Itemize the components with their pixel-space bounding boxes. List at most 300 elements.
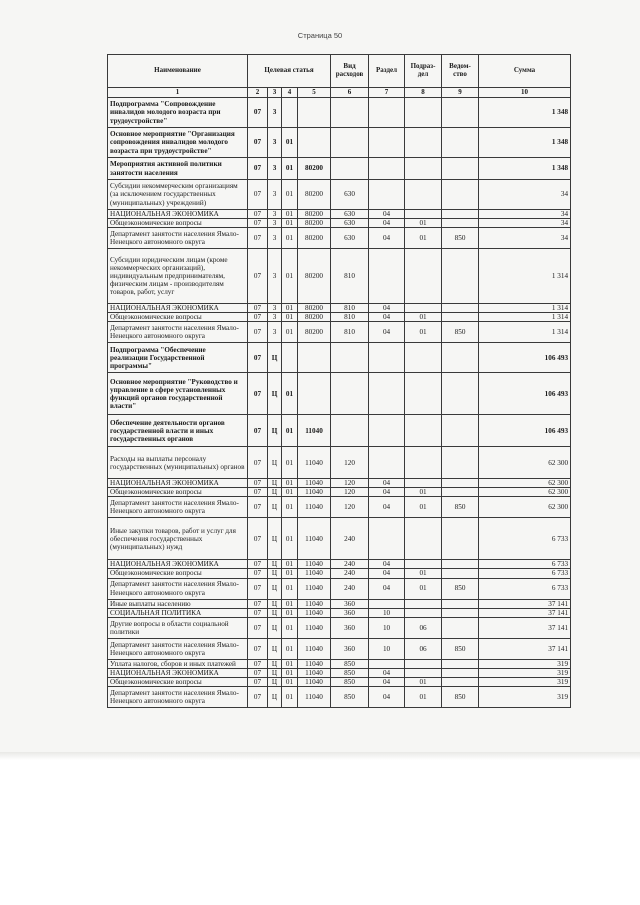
- cell-subsection: [405, 479, 442, 488]
- cell-subprogram: Ц: [268, 447, 282, 479]
- cell-direction: 80200: [298, 180, 331, 210]
- table-row: [108, 415, 571, 447]
- cell-subsection: 01: [405, 578, 442, 599]
- cell-subprogram: 3: [268, 304, 282, 313]
- cell-expense-type: 630: [331, 228, 369, 249]
- header-expense-type: Вид расходов: [331, 55, 369, 88]
- cell-subprogram: 3: [268, 219, 282, 228]
- table-row: [108, 228, 571, 249]
- cell-name: Уплата налогов, сборов и иных платежей: [108, 659, 248, 668]
- cell-program: 07: [248, 668, 268, 677]
- cell-expense-type: 360: [331, 608, 369, 617]
- cell-name: НАЦИОНАЛЬНАЯ ЭКОНОМИКА: [108, 304, 248, 313]
- cell-expense-type: [331, 128, 369, 158]
- cell-subsection: [405, 373, 442, 415]
- cell-subprogram: 3: [268, 98, 282, 128]
- cell-expense-type: 810: [331, 249, 369, 304]
- cell-department: [442, 158, 479, 180]
- cell-sum: 37 141: [479, 638, 571, 659]
- table-row: [108, 677, 571, 686]
- cell-measure: 01: [282, 677, 298, 686]
- table-row: [108, 343, 571, 373]
- cell-subprogram: Ц: [268, 373, 282, 415]
- cell-expense-type: 240: [331, 578, 369, 599]
- cell-department: [442, 128, 479, 158]
- cell-direction: 11040: [298, 488, 331, 497]
- cell-program: 07: [248, 415, 268, 447]
- cell-measure: 01: [282, 617, 298, 638]
- cell-program: 07: [248, 599, 268, 608]
- column-index: 9: [442, 88, 479, 98]
- cell-name: СОЦИАЛЬНАЯ ПОЛИТИКА: [108, 608, 248, 617]
- cell-direction: 11040: [298, 447, 331, 479]
- cell-subprogram: 3: [268, 128, 282, 158]
- column-index: 5: [298, 88, 331, 98]
- cell-department: 850: [442, 228, 479, 249]
- cell-direction: 80200: [298, 304, 331, 313]
- cell-section: [369, 415, 405, 447]
- column-index: 6: [331, 88, 369, 98]
- cell-measure: 01: [282, 128, 298, 158]
- cell-subprogram: 3: [268, 210, 282, 219]
- cell-section: [369, 659, 405, 668]
- cell-name: Основное мероприятие "Руководство и управление в сфере установленных функций органов государственной власти": [108, 373, 248, 415]
- cell-department: [442, 659, 479, 668]
- column-index: 2: [248, 88, 268, 98]
- cell-expense-type: 850: [331, 677, 369, 686]
- cell-sum: 106 493: [479, 343, 571, 373]
- cell-subprogram: Ц: [268, 617, 282, 638]
- cell-sum: 6 733: [479, 560, 571, 569]
- table-row: [108, 304, 571, 313]
- cell-direction: 80200: [298, 313, 331, 322]
- cell-section: [369, 373, 405, 415]
- cell-subsection: [405, 447, 442, 479]
- cell-subsection: [405, 659, 442, 668]
- cell-department: [442, 304, 479, 313]
- column-index: 3: [268, 88, 282, 98]
- cell-measure: 01: [282, 497, 298, 518]
- cell-department: [442, 608, 479, 617]
- cell-name: Обеспечение деятельности органов государственной власти и иных государственных органов: [108, 415, 248, 447]
- cell-direction: 11040: [298, 608, 331, 617]
- cell-sum: 62 300: [479, 497, 571, 518]
- cell-program: 07: [248, 219, 268, 228]
- cell-program: 07: [248, 343, 268, 373]
- cell-subprogram: Ц: [268, 569, 282, 578]
- cell-subprogram: 3: [268, 180, 282, 210]
- cell-expense-type: 360: [331, 617, 369, 638]
- header-name: Наименование: [108, 55, 248, 88]
- table-row: [108, 98, 571, 128]
- cell-section: 04: [369, 578, 405, 599]
- cell-name: Иные закупки товаров, работ и услуг для обеспечения государственных (муниципальных) нужд: [108, 518, 248, 560]
- cell-subprogram: Ц: [268, 599, 282, 608]
- cell-subsection: [405, 415, 442, 447]
- budget-table: [107, 54, 571, 708]
- cell-subsection: [405, 608, 442, 617]
- cell-measure: 01: [282, 686, 298, 707]
- cell-section: 04: [369, 677, 405, 686]
- cell-direction: 11040: [298, 560, 331, 569]
- page-edge: [0, 752, 640, 760]
- cell-expense-type: 240: [331, 560, 369, 569]
- cell-subsection: 01: [405, 686, 442, 707]
- cell-sum: 37 141: [479, 599, 571, 608]
- cell-subsection: 06: [405, 638, 442, 659]
- cell-department: [442, 180, 479, 210]
- cell-department: 850: [442, 686, 479, 707]
- cell-section: 04: [369, 228, 405, 249]
- cell-sum: 1 348: [479, 98, 571, 128]
- cell-measure: 01: [282, 313, 298, 322]
- cell-name: Общеэкономические вопросы: [108, 677, 248, 686]
- cell-name: Департамент занятости населения Ямало-Ненецкого автономного округа: [108, 322, 248, 343]
- cell-subsection: [405, 343, 442, 373]
- cell-name: НАЦИОНАЛЬНАЯ ЭКОНОМИКА: [108, 479, 248, 488]
- table-row: [108, 569, 571, 578]
- cell-program: 07: [248, 608, 268, 617]
- table-row: [108, 488, 571, 497]
- cell-name: Департамент занятости населения Ямало-Ненецкого автономного округа: [108, 497, 248, 518]
- cell-section: 10: [369, 608, 405, 617]
- cell-section: [369, 98, 405, 128]
- cell-department: [442, 373, 479, 415]
- cell-subsection: [405, 210, 442, 219]
- cell-subsection: [405, 98, 442, 128]
- cell-expense-type: 850: [331, 686, 369, 707]
- cell-program: 07: [248, 180, 268, 210]
- cell-department: [442, 249, 479, 304]
- cell-department: [442, 415, 479, 447]
- cell-direction: 11040: [298, 569, 331, 578]
- cell-subsection: [405, 518, 442, 560]
- cell-section: 04: [369, 322, 405, 343]
- cell-measure: 01: [282, 158, 298, 180]
- cell-section: [369, 249, 405, 304]
- cell-direction: 11040: [298, 677, 331, 686]
- cell-department: [442, 677, 479, 686]
- cell-expense-type: 240: [331, 569, 369, 578]
- cell-name: Мероприятия активной политики занятости населения: [108, 158, 248, 180]
- cell-subsection: 06: [405, 617, 442, 638]
- cell-subprogram: Ц: [268, 659, 282, 668]
- cell-section: [369, 518, 405, 560]
- cell-direction: 80200: [298, 219, 331, 228]
- cell-name: Субсидии юридическим лицам (кроме некоммерческих организаций), индивидуальным предпринимателям, физическим лицам - производителям товаров, работ, услуг: [108, 249, 248, 304]
- cell-subprogram: 3: [268, 249, 282, 304]
- cell-name: Другие вопросы в области социальной политики: [108, 617, 248, 638]
- cell-direction: 80200: [298, 249, 331, 304]
- cell-name: Иные выплаты населению: [108, 599, 248, 608]
- cell-subprogram: 3: [268, 228, 282, 249]
- cell-expense-type: [331, 343, 369, 373]
- cell-program: 07: [248, 617, 268, 638]
- cell-subsection: [405, 560, 442, 569]
- cell-name: НАЦИОНАЛЬНАЯ ЭКОНОМИКА: [108, 668, 248, 677]
- cell-subprogram: Ц: [268, 415, 282, 447]
- cell-department: 850: [442, 497, 479, 518]
- cell-measure: 01: [282, 180, 298, 210]
- header-subsection: Подраз-дел: [405, 55, 442, 88]
- cell-measure: 01: [282, 578, 298, 599]
- cell-program: 07: [248, 228, 268, 249]
- cell-sum: 62 300: [479, 488, 571, 497]
- cell-program: 07: [248, 373, 268, 415]
- cell-department: [442, 313, 479, 322]
- cell-measure: [282, 98, 298, 128]
- cell-sum: 6 733: [479, 518, 571, 560]
- table-row: [108, 447, 571, 479]
- cell-subprogram: 3: [268, 158, 282, 180]
- cell-program: 07: [248, 249, 268, 304]
- cell-subprogram: Ц: [268, 497, 282, 518]
- cell-measure: [282, 343, 298, 373]
- cell-direction: 11040: [298, 686, 331, 707]
- cell-program: 07: [248, 479, 268, 488]
- cell-section: 04: [369, 479, 405, 488]
- cell-measure: 01: [282, 415, 298, 447]
- cell-measure: 01: [282, 668, 298, 677]
- cell-expense-type: 630: [331, 180, 369, 210]
- table-row: [108, 560, 571, 569]
- cell-subprogram: Ц: [268, 686, 282, 707]
- cell-direction: [298, 343, 331, 373]
- cell-sum: 319: [479, 668, 571, 677]
- cell-expense-type: 120: [331, 497, 369, 518]
- cell-sum: 34: [479, 228, 571, 249]
- cell-expense-type: 810: [331, 304, 369, 313]
- cell-expense-type: 360: [331, 638, 369, 659]
- cell-department: [442, 668, 479, 677]
- cell-sum: 1 314: [479, 313, 571, 322]
- table-row: [108, 322, 571, 343]
- cell-direction: 11040: [298, 415, 331, 447]
- cell-measure: 01: [282, 447, 298, 479]
- table-row: [108, 659, 571, 668]
- cell-measure: 01: [282, 304, 298, 313]
- cell-subprogram: Ц: [268, 518, 282, 560]
- cell-subprogram: Ц: [268, 479, 282, 488]
- cell-section: 10: [369, 617, 405, 638]
- cell-direction: 11040: [298, 617, 331, 638]
- cell-direction: [298, 128, 331, 158]
- table-row: [108, 668, 571, 677]
- cell-direction: [298, 373, 331, 415]
- cell-program: 07: [248, 560, 268, 569]
- table-row: [108, 373, 571, 415]
- cell-name: Общеэкономические вопросы: [108, 313, 248, 322]
- table-row: [108, 638, 571, 659]
- cell-section: 04: [369, 686, 405, 707]
- cell-program: 07: [248, 447, 268, 479]
- cell-department: 850: [442, 578, 479, 599]
- table-row: [108, 686, 571, 707]
- cell-direction: 11040: [298, 599, 331, 608]
- cell-sum: 319: [479, 686, 571, 707]
- column-index: 1: [108, 88, 248, 98]
- cell-direction: 11040: [298, 659, 331, 668]
- cell-department: 850: [442, 322, 479, 343]
- cell-expense-type: 120: [331, 479, 369, 488]
- cell-subprogram: Ц: [268, 668, 282, 677]
- cell-section: 04: [369, 219, 405, 228]
- cell-program: 07: [248, 313, 268, 322]
- cell-expense-type: 240: [331, 518, 369, 560]
- cell-name: Подпрограмма "Сопровождение инвалидов молодого возраста при трудоустройстве": [108, 98, 248, 128]
- cell-subprogram: Ц: [268, 608, 282, 617]
- cell-name: Общеэкономические вопросы: [108, 219, 248, 228]
- column-index: 10: [479, 88, 571, 98]
- cell-sum: 34: [479, 210, 571, 219]
- cell-subprogram: 3: [268, 313, 282, 322]
- cell-subprogram: Ц: [268, 560, 282, 569]
- cell-name: НАЦИОНАЛЬНАЯ ЭКОНОМИКА: [108, 210, 248, 219]
- cell-sum: 6 733: [479, 578, 571, 599]
- cell-direction: [298, 98, 331, 128]
- cell-direction: 80200: [298, 322, 331, 343]
- cell-subsection: 01: [405, 488, 442, 497]
- cell-program: 07: [248, 518, 268, 560]
- cell-section: [369, 447, 405, 479]
- cell-sum: 6 733: [479, 569, 571, 578]
- cell-name: Департамент занятости населения Ямало-Ненецкого автономного округа: [108, 638, 248, 659]
- cell-sum: 1 314: [479, 304, 571, 313]
- cell-sum: 37 141: [479, 617, 571, 638]
- table-row: [108, 497, 571, 518]
- cell-name: Департамент занятости населения Ямало-Ненецкого автономного округа: [108, 228, 248, 249]
- cell-measure: 01: [282, 210, 298, 219]
- cell-name: Субсидии некоммерческим организациям (за исключением государственных (муниципальных) учреждений): [108, 180, 248, 210]
- cell-direction: 80200: [298, 158, 331, 180]
- table-row: [108, 608, 571, 617]
- cell-department: [442, 210, 479, 219]
- cell-name: Общеэкономические вопросы: [108, 488, 248, 497]
- table-row: [108, 210, 571, 219]
- cell-subsection: [405, 599, 442, 608]
- cell-department: 850: [442, 638, 479, 659]
- header-department: Ведом-ство: [442, 55, 479, 88]
- table-row: [108, 128, 571, 158]
- table-row: [108, 578, 571, 599]
- cell-section: 10: [369, 638, 405, 659]
- cell-expense-type: 810: [331, 313, 369, 322]
- cell-subsection: 01: [405, 219, 442, 228]
- cell-subsection: [405, 249, 442, 304]
- cell-section: [369, 128, 405, 158]
- cell-program: 07: [248, 659, 268, 668]
- cell-program: 07: [248, 578, 268, 599]
- cell-program: 07: [248, 98, 268, 128]
- cell-measure: 01: [282, 569, 298, 578]
- cell-sum: 1 314: [479, 249, 571, 304]
- cell-department: [442, 518, 479, 560]
- cell-measure: 01: [282, 659, 298, 668]
- column-index: 4: [282, 88, 298, 98]
- cell-section: 04: [369, 569, 405, 578]
- cell-expense-type: [331, 158, 369, 180]
- cell-subsection: [405, 158, 442, 180]
- cell-direction: 11040: [298, 479, 331, 488]
- table-row: [108, 158, 571, 180]
- column-index: 8: [405, 88, 442, 98]
- cell-program: 07: [248, 304, 268, 313]
- cell-subsection: 01: [405, 322, 442, 343]
- cell-expense-type: 630: [331, 210, 369, 219]
- cell-section: [369, 599, 405, 608]
- cell-expense-type: [331, 373, 369, 415]
- cell-measure: 01: [282, 518, 298, 560]
- cell-section: 04: [369, 313, 405, 322]
- cell-program: 07: [248, 677, 268, 686]
- cell-measure: 01: [282, 488, 298, 497]
- cell-subsection: 01: [405, 228, 442, 249]
- cell-expense-type: 850: [331, 668, 369, 677]
- cell-department: [442, 219, 479, 228]
- cell-measure: 01: [282, 560, 298, 569]
- cell-department: [442, 560, 479, 569]
- cell-measure: 01: [282, 638, 298, 659]
- cell-program: 07: [248, 210, 268, 219]
- header-sum: Сумма: [479, 55, 571, 88]
- cell-name: Департамент занятости населения Ямало-Ненецкого автономного округа: [108, 686, 248, 707]
- cell-measure: 01: [282, 373, 298, 415]
- table-row: [108, 479, 571, 488]
- header-section: Раздел: [369, 55, 405, 88]
- cell-program: 07: [248, 569, 268, 578]
- cell-subprogram: Ц: [268, 677, 282, 686]
- cell-department: [442, 343, 479, 373]
- cell-expense-type: [331, 415, 369, 447]
- cell-subprogram: Ц: [268, 578, 282, 599]
- cell-program: 07: [248, 128, 268, 158]
- cell-subprogram: Ц: [268, 343, 282, 373]
- cell-expense-type: 120: [331, 447, 369, 479]
- cell-sum: 62 300: [479, 479, 571, 488]
- cell-direction: 11040: [298, 497, 331, 518]
- cell-sum: 1 348: [479, 158, 571, 180]
- cell-subsection: [405, 304, 442, 313]
- cell-expense-type: 630: [331, 219, 369, 228]
- cell-name: НАЦИОНАЛЬНАЯ ЭКОНОМИКА: [108, 560, 248, 569]
- cell-direction: 11040: [298, 668, 331, 677]
- cell-section: 04: [369, 560, 405, 569]
- cell-name: Основное мероприятие "Организация сопровождения инвалидов молодого возраста при трудоустройстве": [108, 128, 248, 158]
- cell-direction: 80200: [298, 210, 331, 219]
- cell-section: 04: [369, 497, 405, 518]
- cell-name: Расходы на выплаты персоналу государственных (муниципальных) органов: [108, 447, 248, 479]
- cell-name: Общеэкономические вопросы: [108, 569, 248, 578]
- cell-section: [369, 343, 405, 373]
- cell-name: Подпрограмма "Обеспечение реализации Государственной программы": [108, 343, 248, 373]
- cell-department: [442, 599, 479, 608]
- cell-direction: 11040: [298, 578, 331, 599]
- cell-subprogram: 3: [268, 322, 282, 343]
- cell-sum: 106 493: [479, 415, 571, 447]
- cell-program: 07: [248, 497, 268, 518]
- table-body: [108, 98, 571, 708]
- cell-measure: 01: [282, 479, 298, 488]
- table-row: [108, 249, 571, 304]
- cell-subsection: [405, 180, 442, 210]
- cell-measure: 01: [282, 599, 298, 608]
- cell-subprogram: Ц: [268, 488, 282, 497]
- column-index-row: [108, 88, 571, 98]
- cell-subsection: [405, 128, 442, 158]
- cell-expense-type: 360: [331, 599, 369, 608]
- table-row: [108, 518, 571, 560]
- cell-department: [442, 617, 479, 638]
